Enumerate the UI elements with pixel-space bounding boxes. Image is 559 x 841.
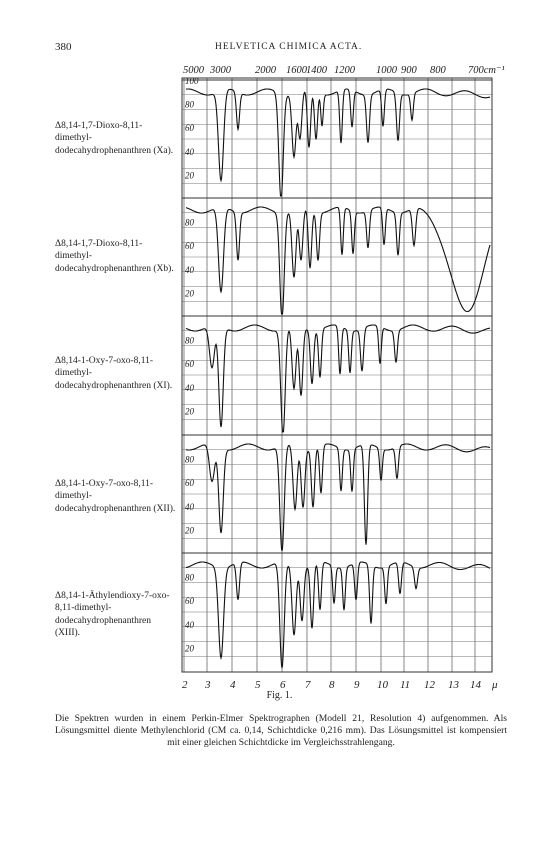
y-tick-label: 20 bbox=[185, 643, 194, 654]
spectrum-curve-4 bbox=[186, 562, 490, 668]
y-tick-label: 60 bbox=[185, 241, 194, 252]
y-tick-label: 40 bbox=[185, 264, 194, 275]
y-tick-label: 80 bbox=[185, 454, 194, 465]
y-tick-label: 40 bbox=[185, 501, 194, 512]
spectrum-curve-3 bbox=[186, 444, 490, 551]
bottom-axis-label: 8 bbox=[329, 679, 335, 691]
top-axis-label: 800 bbox=[430, 65, 446, 76]
y-tick-label: 40 bbox=[185, 146, 194, 157]
figure-label: Fig. 1. bbox=[266, 690, 293, 701]
y-tick-label: 100 bbox=[185, 76, 199, 86]
figure-caption: Die Spektren wurden in einem Perkin-Elmer Spektrographen (Modell 21, Resolution 4) aufgenommen. Als Lösungsmittel diente Methylenchlorid (CM ca. 0,14, Schichtdicke 0,216 mm). Das Lösungsmittel ist kompensiert mit einer gleichen Schichtdicke im Vergleichsstrahlengang. bbox=[55, 713, 507, 749]
bottom-axis-label: 12 bbox=[424, 679, 435, 691]
y-tick-label: 80 bbox=[185, 572, 194, 583]
top-axis-label: 5000 bbox=[183, 65, 204, 76]
page-number: 380 bbox=[55, 41, 72, 53]
bottom-axis-label: 11 bbox=[400, 679, 411, 691]
running-head: HELVETICA CHIMICA ACTA. bbox=[215, 42, 363, 52]
compound-label-xii: Δ8,14-1-Oxy-7-oxo-8,11-dimethyl-dodecahydrophenanthren (XII). bbox=[55, 479, 176, 514]
y-tick-label: 20 bbox=[185, 288, 194, 299]
spectrum-curve-0 bbox=[186, 89, 490, 196]
y-tick-label: 40 bbox=[185, 619, 194, 630]
y-tick-label: 60 bbox=[185, 478, 194, 489]
bottom-axis-label: 13 bbox=[448, 679, 459, 691]
y-tick-label: 60 bbox=[185, 123, 194, 134]
y-tick-label: 20 bbox=[185, 170, 194, 181]
y-tick-label: 80 bbox=[185, 99, 194, 110]
y-tick-label: 80 bbox=[185, 335, 194, 346]
y-tick-label: 20 bbox=[185, 525, 194, 536]
top-axis-label: 1000 bbox=[376, 65, 397, 76]
y-tick-label: 80 bbox=[185, 217, 194, 228]
y-tick-label: 60 bbox=[185, 596, 194, 607]
top-axis-label: 1400 bbox=[306, 65, 327, 76]
top-axis-label: 3000 bbox=[210, 65, 231, 76]
compound-label-xi: Δ8,14-1-Oxy-7-oxo-8,11-dimethyl-dodecahydrophenanthren (XI). bbox=[55, 356, 173, 391]
top-axis-label: 900 bbox=[401, 65, 417, 76]
y-tick-label: 40 bbox=[185, 382, 194, 393]
top-axis-label: 1600 bbox=[286, 65, 307, 76]
bottom-axis-label: 5 bbox=[255, 679, 261, 691]
top-axis-label: 700cm⁻¹ bbox=[468, 65, 505, 76]
compound-label-xiii: Δ8,14-1-Äthylendioxy-7-oxo-8,11-dimethyl-dodecahydrophenanthren (XIII). bbox=[55, 591, 170, 638]
bottom-axis-label: 6 bbox=[280, 679, 286, 691]
bottom-axis-label: 14 bbox=[470, 679, 481, 691]
y-tick-label: 60 bbox=[185, 359, 194, 370]
compound-label-xa: Δ8,14-1,7-Dioxo-8,11-dimethyl-dodecahydrophenanthren (Xa). bbox=[55, 121, 174, 156]
spectrum-curve-2 bbox=[186, 325, 490, 432]
top-axis-label: 2000 bbox=[255, 65, 276, 76]
spectrum-curve-1 bbox=[186, 207, 490, 314]
bottom-axis-label: 7 bbox=[305, 679, 311, 691]
bottom-axis-label: 3 bbox=[205, 679, 211, 691]
top-axis-label: 1200 bbox=[334, 65, 355, 76]
y-tick-label: 20 bbox=[185, 406, 194, 417]
bottom-axis-label: 4 bbox=[230, 679, 236, 691]
bottom-axis-label: 10 bbox=[377, 679, 388, 691]
bottom-axis-label: 2 bbox=[182, 679, 188, 691]
bottom-axis-label: 9 bbox=[354, 679, 360, 691]
bottom-axis-label: μ bbox=[492, 679, 498, 691]
compound-label-xb: Δ8,14-1,7-Dioxo-8,11-dimethyl-dodecahydrophenanthren (Xb). bbox=[55, 239, 174, 274]
